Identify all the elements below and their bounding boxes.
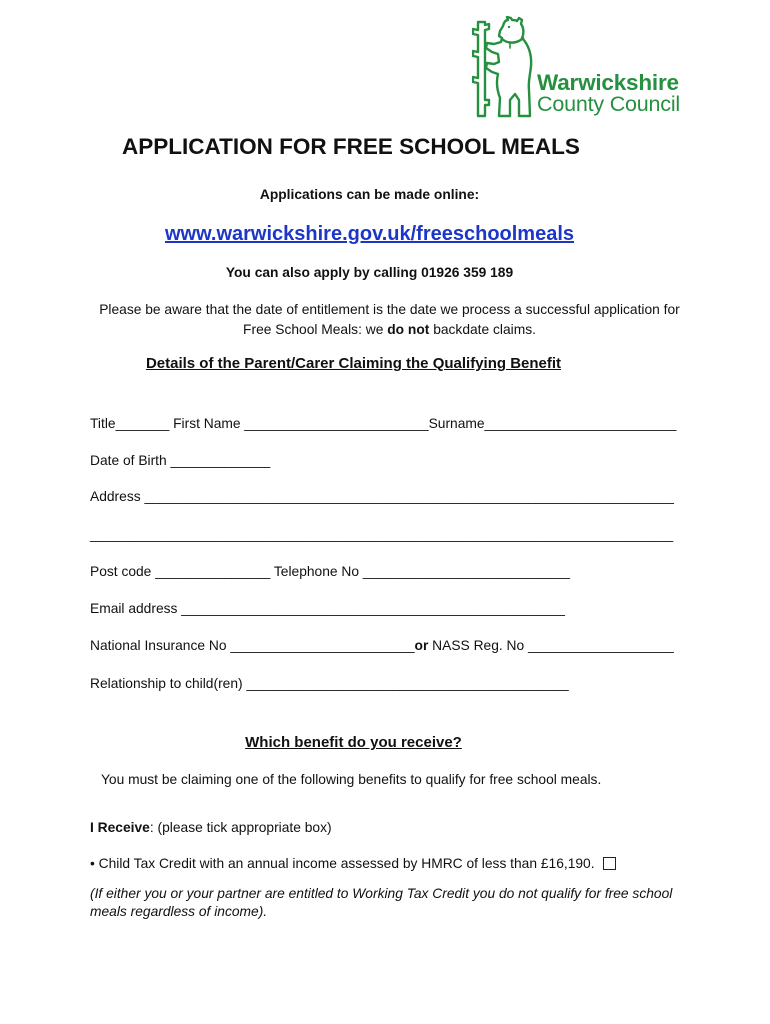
i-receive-label: I Receive [90, 820, 150, 835]
address-row [90, 489, 674, 505]
ni-row [90, 638, 674, 654]
online-apply-text: Applications can be made online: [259, 187, 480, 202]
parent-details-heading: Details of the Parent/Carer Claiming the Qualifying Benefit [145, 355, 562, 372]
benefit-intro-text: You must be claiming one of the following benefits to qualify for free school meals. [101, 772, 602, 787]
telephone-blank: ___________________________ [362, 564, 571, 579]
bullet: • [90, 856, 95, 871]
online-apply-label [0, 187, 739, 203]
dob-label: Date of Birth [90, 453, 171, 468]
apply-online-link[interactable]: www.warwickshire.gov.uk/freeschoolmeals [164, 223, 575, 245]
or-separator: or [414, 638, 429, 653]
address-line2-blank: ____________________________________________________________________________ [90, 527, 674, 542]
child-tax-credit-checkbox[interactable] [603, 857, 616, 870]
working-tax-credit-note-text1: (If either you or your partner are entitled to Working Tax Credit you do not qualify for free school [90, 886, 673, 901]
address-line2-row [90, 527, 673, 543]
entitlement-notice-line2 [20, 322, 759, 338]
entitlement-notice-line1 [20, 302, 759, 318]
dob-blank: _____________ [170, 453, 271, 468]
logo-name-line2: County Council [537, 92, 680, 116]
email-blank: __________________________________________________ [181, 601, 565, 616]
relationship-blank: __________________________________________ [246, 676, 569, 691]
email-row [90, 601, 565, 617]
child-tax-credit-text: Child Tax Credit with an annual income assessed by HMRC of less than £16,190. [98, 856, 595, 871]
address-label: Address [90, 489, 145, 504]
page-title: APPLICATION FOR FREE SCHOOL MEALS [122, 134, 580, 159]
benefit-option-child-tax-credit [90, 856, 595, 872]
address-blank: _____________________________________________________________________ [144, 489, 674, 504]
email-label: Email address [90, 601, 182, 616]
working-tax-credit-note-line1 [90, 886, 672, 902]
contact-row [90, 564, 570, 580]
bear-and-ragged-staff-icon [472, 16, 534, 118]
entitlement-notice-after: backdate claims. [429, 322, 536, 337]
i-receive-line [90, 820, 332, 836]
council-logo [472, 14, 688, 120]
phone-apply-text: You can also apply by calling 01926 359 189 [225, 265, 514, 280]
benefit-heading: Which benefit do you receive? [245, 734, 462, 751]
working-tax-credit-note-line2 [90, 904, 267, 920]
title-label: Title [90, 416, 116, 431]
ni-label: National Insurance No [90, 638, 231, 653]
telephone-label: Telephone No [270, 564, 363, 579]
i-receive-instruction: : (please tick appropriate box) [149, 820, 332, 835]
phone-apply-line [0, 265, 739, 281]
first-name-blank: ________________________ [244, 416, 429, 431]
logo-name-line1: Warwickshire [537, 70, 679, 95]
postcode-label: Post code [90, 564, 156, 579]
entitlement-notice-text: Please be aware that the date of entitlement is the date we process a successful application for [99, 302, 680, 317]
benefit-intro [101, 772, 601, 788]
apply-online-link-line [0, 222, 739, 246]
relationship-label: Relationship to child(ren) [90, 676, 247, 691]
relationship-row [90, 676, 569, 692]
nass-label: NASS Reg. No [428, 638, 529, 653]
do-not-emphasis: do not [387, 322, 430, 337]
nass-blank: ___________________ [528, 638, 674, 653]
benefit-heading-line [0, 734, 707, 752]
parent-details-heading-line [0, 355, 707, 373]
surname-label: Surname [428, 416, 485, 431]
ni-blank: ________________________ [230, 638, 415, 653]
first-name-label: First Name [169, 416, 245, 431]
title-blank: _______ [115, 416, 170, 431]
dob-row [90, 453, 270, 469]
working-tax-credit-note-text2: meals regardless of income). [90, 904, 268, 919]
name-row [90, 416, 676, 432]
entitlement-notice-before: Free School Meals: we [243, 322, 388, 337]
surname-blank: _________________________ [484, 416, 677, 431]
postcode-blank: _______________ [155, 564, 271, 579]
